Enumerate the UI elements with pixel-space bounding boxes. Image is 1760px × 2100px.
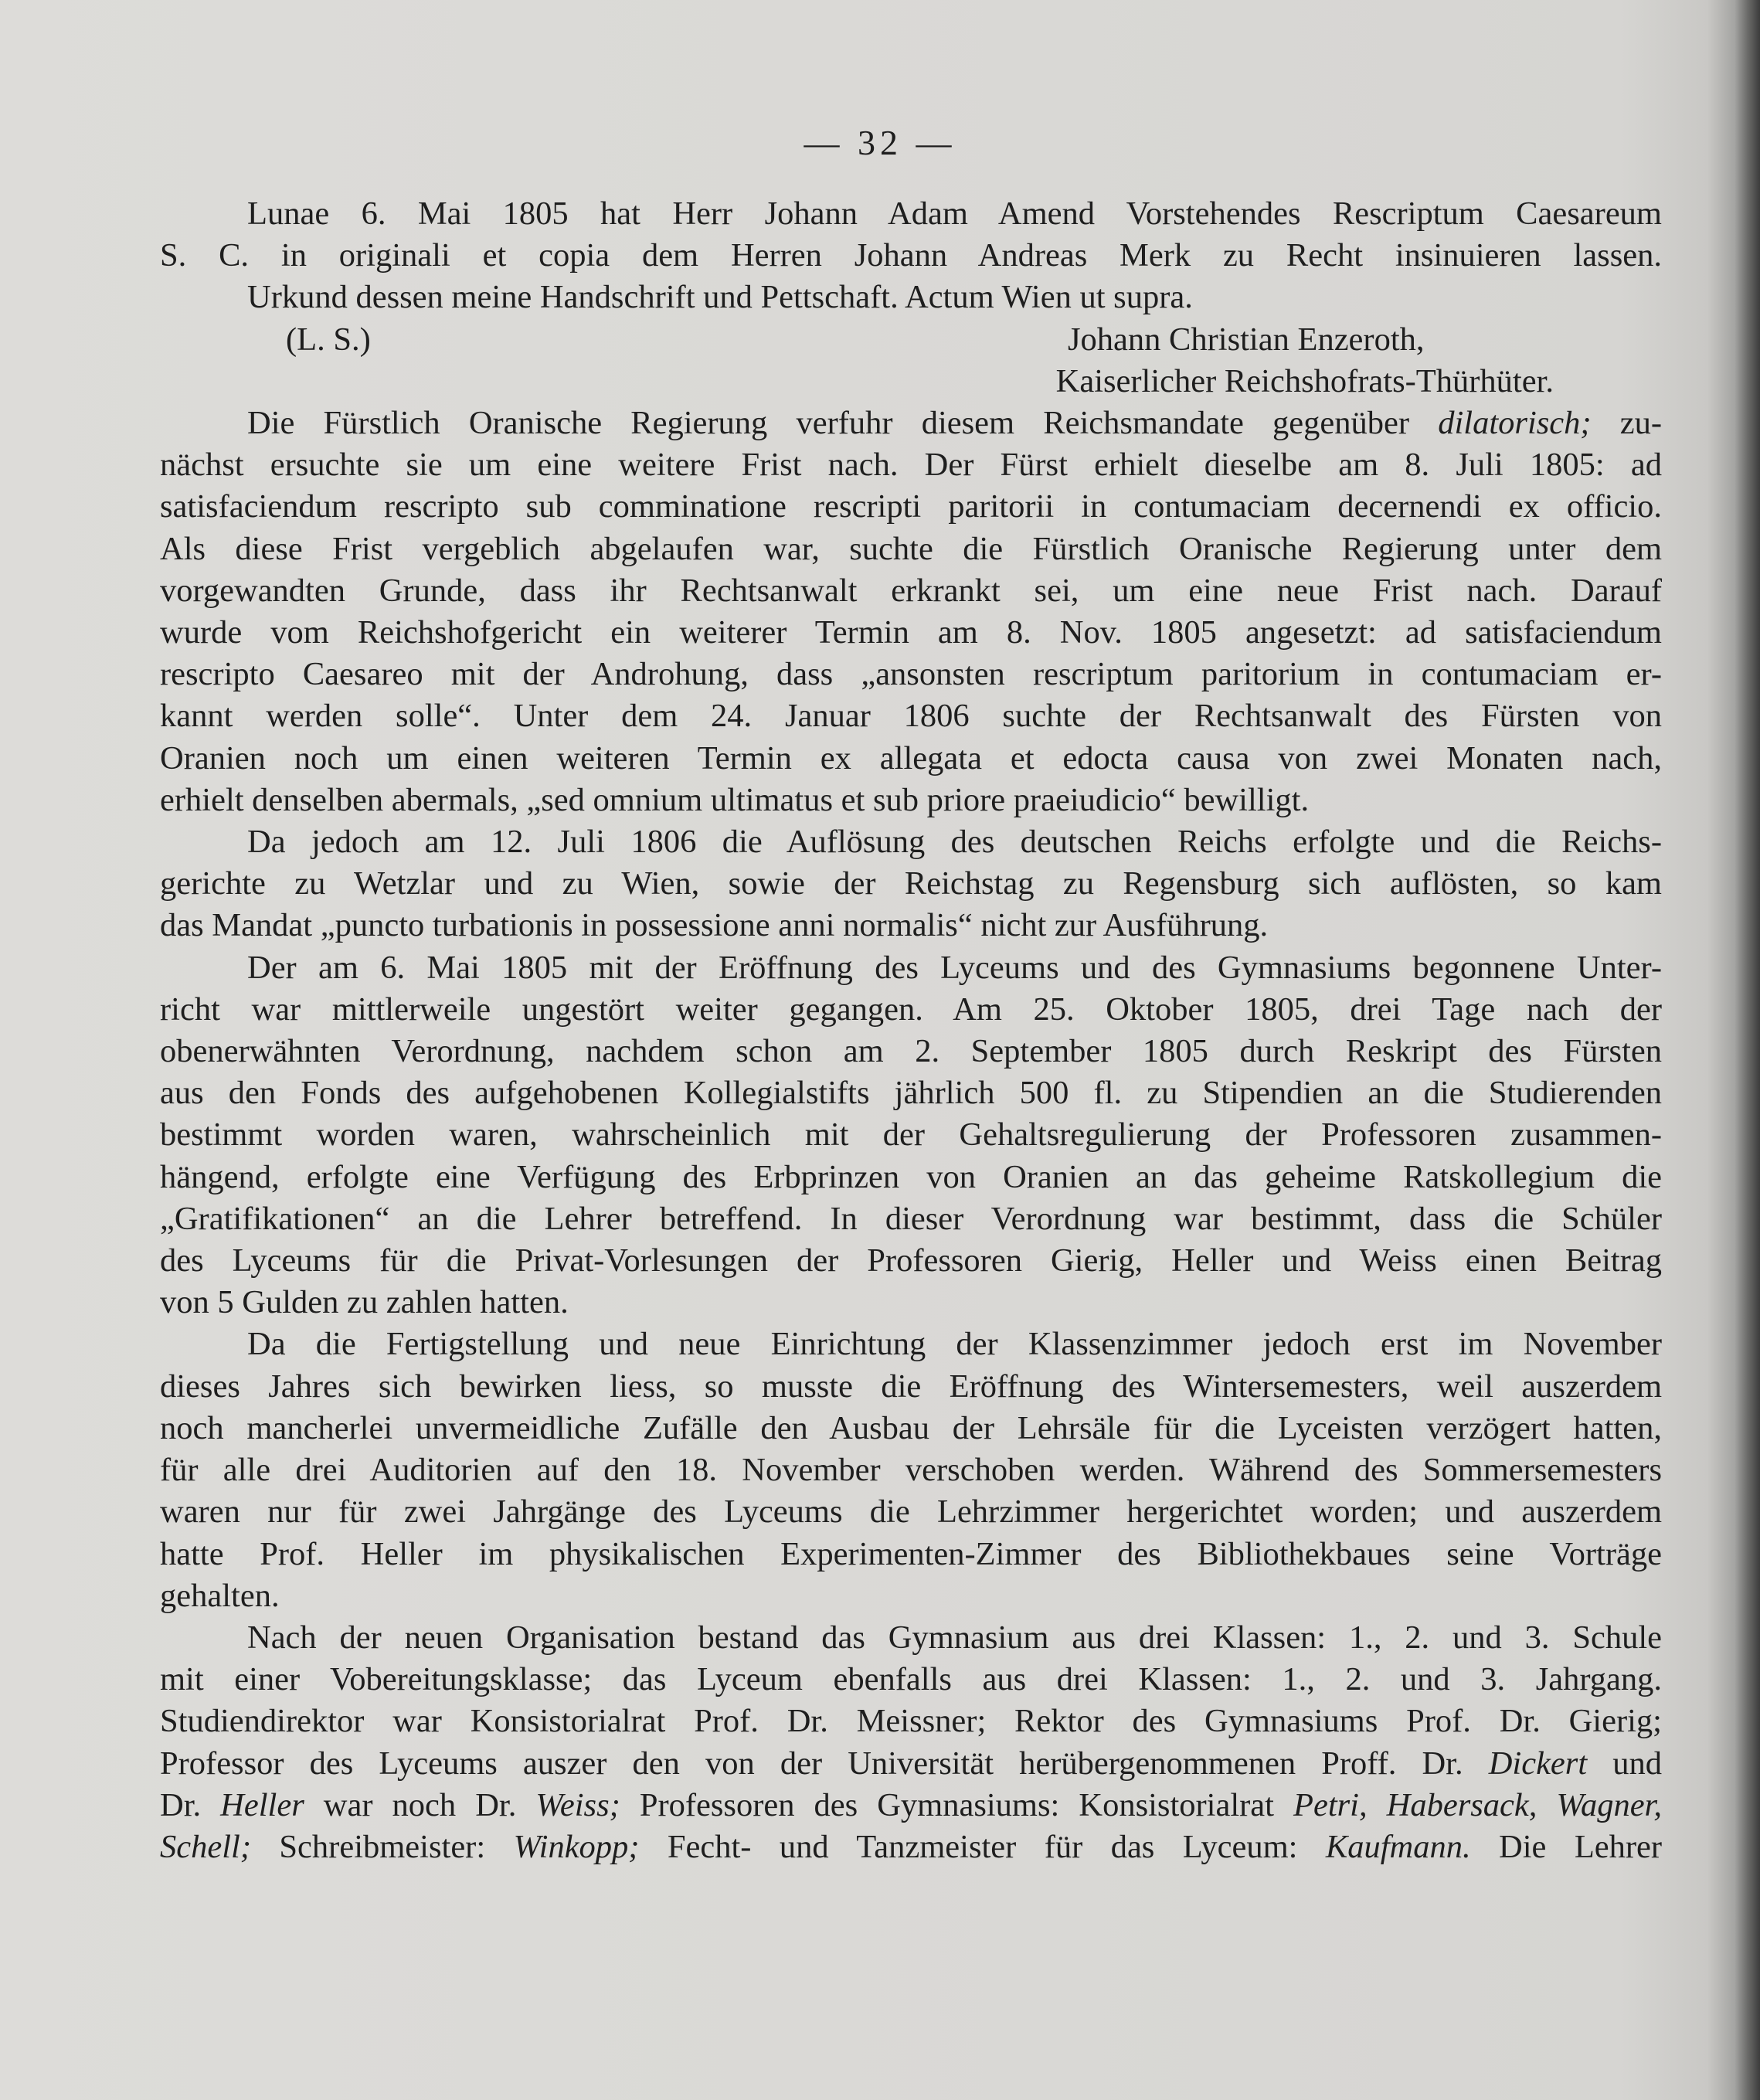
text-run: Die Fürstlich Oranische Regierung verfuhr diesem Reichsmandate gegenüber (247, 405, 1410, 442)
seal-mark: (L. S.) (286, 321, 371, 358)
text-line: nächst ersuchte sie um eine weitere Frist nach. Der Fürst erhielt dieselbe am 8. Juli 1805: ad (160, 447, 1662, 484)
text-line: gerichte zu Wetzlar und zu Wien, sowie der Reichstag zu Regensburg sich auflösten, so kam (160, 865, 1662, 902)
italic-run: Petri, Habersack, Wagner, (1293, 1786, 1663, 1823)
text-run: Schreibmeister: (279, 1828, 486, 1865)
text-line: dieses Jahres sich bewirken liess, so musste die Eröffnung des Wintersemesters, weil auszerdem (160, 1368, 1662, 1405)
text-run: Die Lehrer (1499, 1828, 1663, 1865)
italic-run: Heller (220, 1786, 304, 1823)
text-line: Da die Fertigstellung und neue Einrichtung der Klassenzimmer jedoch erst im November (247, 1326, 1662, 1363)
italic-run: Weiss; (535, 1786, 620, 1823)
text-line (160, 1743, 1662, 1785)
text-line: Der am 6. Mai 1805 mit der Eröffnung des Lyceums und des Gymnasiums begonnene Unter- (247, 949, 1662, 986)
text-body (160, 193, 1662, 1868)
italic-run: Dickert (1488, 1745, 1588, 1782)
signer-title: Kaiserlicher Reichshofrats-Thürhüter. (1055, 362, 1554, 399)
text-line: Oranien noch um einen weiteren Termin ex allegata et edocta causa von zwei Monaten nach, (160, 739, 1662, 776)
text-run: und (1612, 1745, 1662, 1782)
seal-line (160, 319, 1662, 361)
text-line: wurde vom Reichshofgericht ein weiterer Termin am 8. Nov. 1805 angesetzt: ad satisfaciendum (160, 614, 1662, 651)
italic-run: dilatorisch; (1438, 405, 1592, 442)
text-line (160, 403, 1662, 444)
text-run: Professoren des Gymnasiums: Konsistorialrat (639, 1786, 1274, 1823)
text-line: waren nur für zwei Jahrgänge des Lyceums die Lehrzimmer hergerichtet worden; und auszerdem (160, 1493, 1662, 1531)
text-line: hatte Prof. Heller im physikalischen Experimenten-Zimmer des Bibliothekbaues seine Vorträge (160, 1535, 1662, 1572)
text-line: von 5 Gulden zu zahlen hatten. (160, 1284, 569, 1321)
text-line: Nach der neuen Organisation bestand das Gymnasium aus drei Klassen: 1., 2. und 3. Schule (247, 1619, 1662, 1656)
text-line: bestimmt worden waren, wahrscheinlich mit der Gehaltsregulierung der Professoren zusammen- (160, 1116, 1662, 1154)
text-line: obenerwähnten Verordnung, nachdem schon am 2. September 1805 durch Reskript des Fürsten (160, 1033, 1662, 1070)
text-line: des Lyceums für die Privat-Vorlesungen der Professoren Gierig, Heller und Weiss einen Beitrag (160, 1242, 1662, 1279)
text-line: „Gratifikationen“ an die Lehrer betreffend. In dieser Verordnung war bestimmt, dass die Schüler (160, 1200, 1662, 1237)
page-edge-shadow (1734, 0, 1760, 2100)
text-line: satisfaciendum rescripto sub comminatione rescripti paritorii in contumaciam decernendi ex officio. (160, 488, 1662, 525)
text-line: mit einer Vobereitungsklasse; das Lyceum ebenfalls aus drei Klassen: 1., 2. und 3. Jahrgang. (160, 1661, 1662, 1698)
text-line: aus den Fonds des aufgehobenen Kollegialstifts jährlich 500 fl. zu Stipendien an die Studierenden (160, 1075, 1662, 1112)
text-line: kannt werden solle“. Unter dem 24. Januar 1806 suchte der Rechtsanwalt des Fürsten von (160, 698, 1662, 735)
text-line: noch mancherlei unvermeidliche Zufälle den Ausbau der Lehrsäle für die Lyceisten verzögert hatten, (160, 1409, 1662, 1446)
text-line: Studiendirektor war Konsistorialrat Prof. Dr. Meissner; Rektor des Gymnasiums Prof. Dr. Gierig; (160, 1703, 1662, 1740)
page-number: — 32 — (804, 123, 956, 162)
text-line: Als diese Frist vergeblich abgelaufen war, suchte die Fürstlich Oranische Regierung unter dem (160, 530, 1662, 567)
text-line: das Mandat „puncto turbationis in possessione anni normalis“ nicht zur Ausführung. (160, 907, 1269, 944)
text-line: S. C. in originali et copia dem Herren Johann Andreas Merk zu Recht insinuieren lassen. (160, 237, 1662, 274)
italic-run: Winkopp; (513, 1828, 640, 1865)
text-line: für alle drei Auditorien auf den 18. November verschoben werden. Während des Sommersemesters (160, 1452, 1662, 1489)
italic-run: Schell; (160, 1828, 251, 1865)
text-line: Da jedoch am 12. Juli 1806 die Auflösung des deutschen Reichs erfolgte und die Reichs- (247, 824, 1662, 861)
text-run: Fecht- und Tanzmeister für das Lyceum: (667, 1828, 1298, 1865)
text-line: gehalten. (160, 1577, 280, 1614)
text-run: war noch Dr. (323, 1786, 517, 1823)
text-line (160, 1785, 1662, 1826)
text-run: Dr. (160, 1786, 202, 1823)
text-line: rescripto Caesareo mit der Androhung, dass „ansonsten rescriptum paritorium in contumaciam er- (160, 656, 1662, 693)
text-line: richt war mittlerweile ungestört weiter gegangen. Am 25. Oktober 1805, drei Tage nach der (160, 991, 1662, 1028)
text-run: Professor des Lyceums auszer den von der Universität herübergenommenen Proff. Dr. (160, 1745, 1463, 1782)
text-run: zu- (1619, 405, 1663, 442)
text-line: vorgewandten Grunde, dass ihr Rechtsanwalt erkrankt sei, um eine neue Frist nach. Darauf (160, 572, 1662, 609)
text-line (160, 1826, 1662, 1868)
italic-run: Kaufmann. (1325, 1828, 1471, 1865)
text-line: erhielt denselben abermals, „sed omnium ultimatus et sub priore praeiudicio“ bewilligt. (160, 781, 1310, 818)
text-line: Urkund dessen meine Handschrift und Pettschaft. Actum Wien ut supra. (247, 279, 1193, 316)
text-line: hängend, erfolgte eine Verfügung des Erbprinzen von Oranien an das geheime Ratskollegium die (160, 1158, 1662, 1195)
text-line: Lunae 6. Mai 1805 hat Herr Johann Adam Amend Vorstehendes Rescriptum Caesareum (247, 195, 1662, 232)
signer-name: Johann Christian Enzeroth, (1068, 321, 1425, 358)
